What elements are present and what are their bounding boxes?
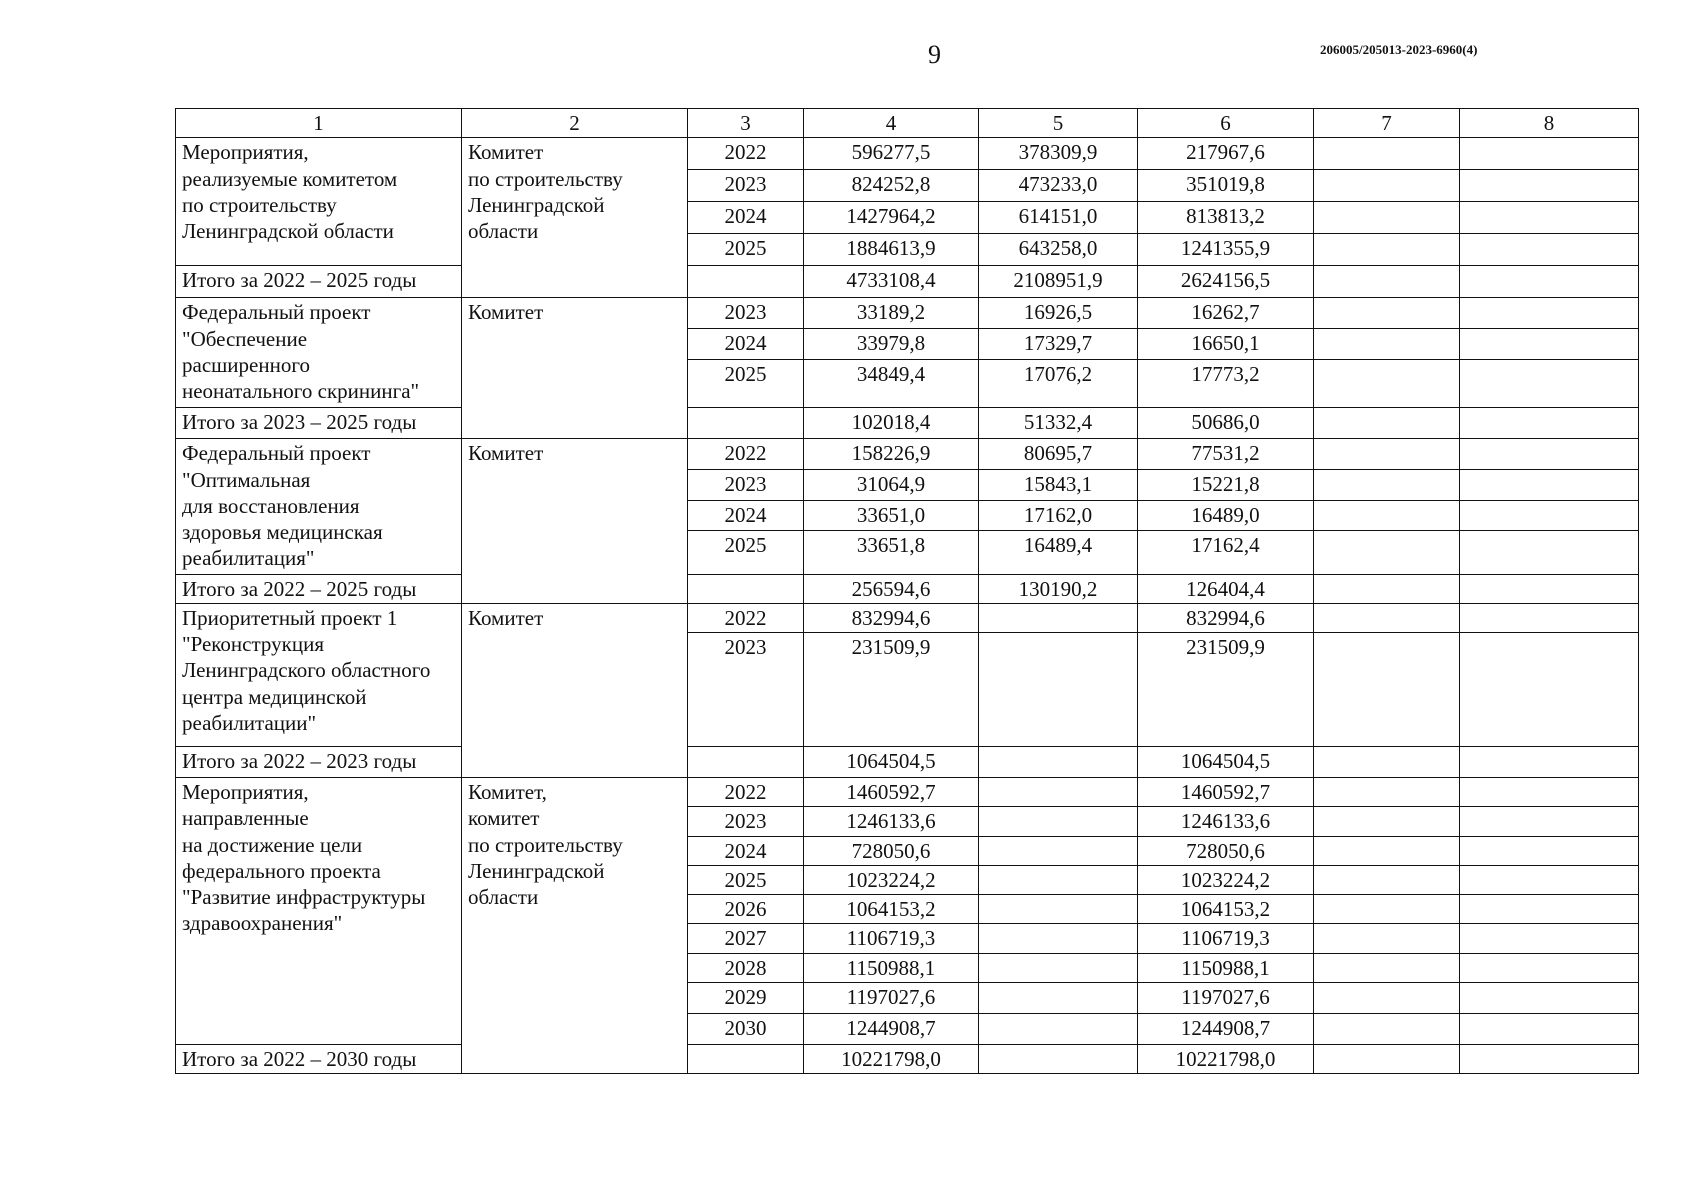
value-c4: 728050,6: [804, 836, 979, 865]
value-c8: [1460, 439, 1639, 470]
value-c4: 34849,4: [804, 360, 979, 408]
value-c8: [1460, 633, 1639, 747]
executor: Комитет: [462, 603, 688, 777]
value-c5: 16489,4: [979, 530, 1138, 574]
col-header: 8: [1460, 109, 1639, 138]
value-c5: 378309,9: [979, 138, 1138, 170]
year-cell: 2023: [688, 470, 804, 501]
executor: Комитет: [462, 298, 688, 439]
table-row: [176, 138, 1639, 170]
year-cell: 2028: [688, 953, 804, 982]
total-label: Итого за 2022 – 2023 годы: [176, 747, 462, 778]
total-c4: 102018,4: [804, 408, 979, 439]
value-c5: [979, 778, 1138, 807]
total-year-cell: [688, 266, 804, 298]
value-c5: [979, 633, 1138, 747]
executor: Комитет, комитет по строительству Ленинградской области: [462, 778, 688, 1074]
value-c8: [1460, 234, 1639, 266]
value-c4: 33651,8: [804, 530, 979, 574]
value-c7: [1314, 439, 1460, 470]
value-c8: [1460, 924, 1639, 953]
year-cell: 2022: [688, 778, 804, 807]
total-c7: [1314, 408, 1460, 439]
value-c7: [1314, 470, 1460, 501]
value-c5: [979, 895, 1138, 924]
table-row: [176, 439, 1639, 470]
value-c6: 16650,1: [1138, 329, 1314, 360]
total-c5: [979, 747, 1138, 778]
year-cell: 2025: [688, 234, 804, 266]
total-row: [176, 266, 1639, 298]
total-row: [176, 408, 1639, 439]
value-c5: 17162,0: [979, 501, 1138, 530]
value-c8: [1460, 603, 1639, 632]
value-c4: 596277,5: [804, 138, 979, 170]
value-c8: [1460, 807, 1639, 836]
value-c6: 1241355,9: [1138, 234, 1314, 266]
total-c4: 256594,6: [804, 574, 979, 603]
total-c8: [1460, 408, 1639, 439]
total-c4: 4733108,4: [804, 266, 979, 298]
value-c8: [1460, 778, 1639, 807]
year-cell: 2025: [688, 865, 804, 894]
value-c8: [1460, 298, 1639, 329]
value-c6: 15221,8: [1138, 470, 1314, 501]
executor: Комитет: [462, 439, 688, 604]
activity-name: Приоритетный проект 1 "Реконструкция Ленинградского областного центра медицинской реабилитации": [176, 603, 462, 746]
value-c6: 1460592,7: [1138, 778, 1314, 807]
value-c4: 1106719,3: [804, 924, 979, 953]
total-year-cell: [688, 747, 804, 778]
value-c4: 33651,0: [804, 501, 979, 530]
year-cell: 2025: [688, 360, 804, 408]
total-year-cell: [688, 408, 804, 439]
value-c4: 1064153,2: [804, 895, 979, 924]
value-c4: 33189,2: [804, 298, 979, 329]
year-cell: 2022: [688, 138, 804, 170]
value-c6: 1246133,6: [1138, 807, 1314, 836]
activity-name: Федеральный проект "Оптимальная для восстановления здоровья медицинская реабилитация": [176, 439, 462, 574]
year-cell: 2022: [688, 603, 804, 632]
year-cell: 2024: [688, 501, 804, 530]
value-c8: [1460, 170, 1639, 202]
value-c7: [1314, 170, 1460, 202]
value-c6: 231509,9: [1138, 633, 1314, 747]
activity-name: Мероприятия, реализуемые комитетом по строительству Ленинградской области: [176, 138, 462, 266]
value-c5: [979, 807, 1138, 836]
total-c4: 10221798,0: [804, 1044, 979, 1073]
value-c8: [1460, 982, 1639, 1013]
value-c5: 614151,0: [979, 202, 1138, 234]
value-c5: 16926,5: [979, 298, 1138, 329]
total-c4: 1064504,5: [804, 747, 979, 778]
value-c4: 1244908,7: [804, 1013, 979, 1044]
value-c5: 643258,0: [979, 234, 1138, 266]
value-c4: 33979,8: [804, 329, 979, 360]
value-c7: [1314, 501, 1460, 530]
value-c6: 1197027,6: [1138, 982, 1314, 1013]
table-row: [176, 298, 1639, 329]
value-c7: [1314, 924, 1460, 953]
col-header: 1: [176, 109, 462, 138]
value-c4: 1427964,2: [804, 202, 979, 234]
value-c5: [979, 982, 1138, 1013]
value-c6: 351019,8: [1138, 170, 1314, 202]
year-cell: 2022: [688, 439, 804, 470]
value-c7: [1314, 329, 1460, 360]
value-c4: 1884613,9: [804, 234, 979, 266]
value-c5: 80695,7: [979, 439, 1138, 470]
total-c6: 50686,0: [1138, 408, 1314, 439]
total-c6: 126404,4: [1138, 574, 1314, 603]
value-c8: [1460, 865, 1639, 894]
activity-name: Мероприятия, направленные на достижение цели федерального проекта "Развитие инфраструктуры здравоохранения": [176, 778, 462, 1045]
budget-table: [175, 108, 1639, 1074]
total-row: [176, 747, 1639, 778]
value-c5: [979, 836, 1138, 865]
value-c5: 15843,1: [979, 470, 1138, 501]
value-c8: [1460, 836, 1639, 865]
value-c5: [979, 924, 1138, 953]
total-c5: 130190,2: [979, 574, 1138, 603]
value-c4: 158226,9: [804, 439, 979, 470]
col-header: 7: [1314, 109, 1460, 138]
value-c5: 473233,0: [979, 170, 1138, 202]
column-number-row: [176, 109, 1639, 138]
col-header: 2: [462, 109, 688, 138]
value-c6: 832994,6: [1138, 603, 1314, 632]
value-c6: 16489,0: [1138, 501, 1314, 530]
value-c6: 17773,2: [1138, 360, 1314, 408]
year-cell: 2029: [688, 982, 804, 1013]
total-c6: 2624156,5: [1138, 266, 1314, 298]
value-c7: [1314, 865, 1460, 894]
value-c4: 31064,9: [804, 470, 979, 501]
value-c7: [1314, 530, 1460, 574]
value-c6: 1106719,3: [1138, 924, 1314, 953]
value-c6: 1150988,1: [1138, 953, 1314, 982]
year-cell: 2023: [688, 298, 804, 329]
value-c4: 832994,6: [804, 603, 979, 632]
year-cell: 2025: [688, 530, 804, 574]
value-c5: [979, 953, 1138, 982]
total-label: Итого за 2023 – 2025 годы: [176, 408, 462, 439]
value-c4: 1197027,6: [804, 982, 979, 1013]
value-c4: 1023224,2: [804, 865, 979, 894]
table-row: [176, 778, 1639, 807]
total-label: Итого за 2022 – 2025 годы: [176, 574, 462, 603]
year-cell: 2030: [688, 1013, 804, 1044]
value-c7: [1314, 982, 1460, 1013]
table-row: [176, 603, 1639, 632]
value-c8: [1460, 1013, 1639, 1044]
value-c4: 1150988,1: [804, 953, 979, 982]
col-header: 5: [979, 109, 1138, 138]
total-label: Итого за 2022 – 2030 годы: [176, 1044, 462, 1073]
value-c7: [1314, 953, 1460, 982]
total-c8: [1460, 574, 1639, 603]
year-cell: 2023: [688, 633, 804, 747]
value-c7: [1314, 778, 1460, 807]
value-c7: [1314, 895, 1460, 924]
total-label: Итого за 2022 – 2025 годы: [176, 266, 462, 298]
value-c7: [1314, 138, 1460, 170]
year-cell: 2026: [688, 895, 804, 924]
total-c5: 51332,4: [979, 408, 1138, 439]
value-c6: 1244908,7: [1138, 1013, 1314, 1044]
value-c4: 1460592,7: [804, 778, 979, 807]
value-c7: [1314, 360, 1460, 408]
value-c8: [1460, 953, 1639, 982]
total-c8: [1460, 266, 1639, 298]
value-c6: 17162,4: [1138, 530, 1314, 574]
total-c7: [1314, 574, 1460, 603]
page-number: 9: [928, 40, 941, 69]
value-c8: [1460, 138, 1639, 170]
total-c7: [1314, 747, 1460, 778]
value-c8: [1460, 501, 1639, 530]
value-c7: [1314, 633, 1460, 747]
value-c8: [1460, 895, 1639, 924]
value-c7: [1314, 807, 1460, 836]
value-c5: 17076,2: [979, 360, 1138, 408]
year-cell: 2024: [688, 836, 804, 865]
total-c6: 1064504,5: [1138, 747, 1314, 778]
value-c6: 1064153,2: [1138, 895, 1314, 924]
year-cell: 2023: [688, 807, 804, 836]
total-row: [176, 1044, 1639, 1073]
value-c4: 824252,8: [804, 170, 979, 202]
value-c5: [979, 865, 1138, 894]
total-c5: [979, 1044, 1138, 1073]
value-c4: 1246133,6: [804, 807, 979, 836]
value-c7: [1314, 298, 1460, 329]
value-c7: [1314, 1013, 1460, 1044]
total-year-cell: [688, 574, 804, 603]
value-c6: 77531,2: [1138, 439, 1314, 470]
value-c7: [1314, 234, 1460, 266]
total-c7: [1314, 266, 1460, 298]
value-c7: [1314, 836, 1460, 865]
col-header: 3: [688, 109, 804, 138]
value-c6: 16262,7: [1138, 298, 1314, 329]
activity-name: Федеральный проект "Обеспечение расширенного неонатального скрининга": [176, 298, 462, 408]
value-c4: 231509,9: [804, 633, 979, 747]
value-c8: [1460, 202, 1639, 234]
value-c5: [979, 1013, 1138, 1044]
total-c8: [1460, 1044, 1639, 1073]
table-body: [176, 138, 1639, 1074]
col-header: 4: [804, 109, 979, 138]
executor: Комитет по строительству Ленинградской области: [462, 138, 688, 298]
value-c8: [1460, 470, 1639, 501]
value-c6: 813813,2: [1138, 202, 1314, 234]
value-c7: [1314, 603, 1460, 632]
year-cell: 2027: [688, 924, 804, 953]
col-header: 6: [1138, 109, 1314, 138]
value-c8: [1460, 360, 1639, 408]
value-c6: 217967,6: [1138, 138, 1314, 170]
total-c5: 2108951,9: [979, 266, 1138, 298]
year-cell: 2024: [688, 329, 804, 360]
total-c7: [1314, 1044, 1460, 1073]
total-c6: 10221798,0: [1138, 1044, 1314, 1073]
total-row: [176, 574, 1639, 603]
value-c6: 1023224,2: [1138, 865, 1314, 894]
total-year-cell: [688, 1044, 804, 1073]
value-c8: [1460, 530, 1639, 574]
year-cell: 2023: [688, 170, 804, 202]
year-cell: 2024: [688, 202, 804, 234]
total-c8: [1460, 747, 1639, 778]
value-c5: [979, 603, 1138, 632]
document-code: 206005/205013-2023-6960(4): [1320, 42, 1478, 57]
value-c6: 728050,6: [1138, 836, 1314, 865]
value-c8: [1460, 329, 1639, 360]
value-c7: [1314, 202, 1460, 234]
value-c5: 17329,7: [979, 329, 1138, 360]
